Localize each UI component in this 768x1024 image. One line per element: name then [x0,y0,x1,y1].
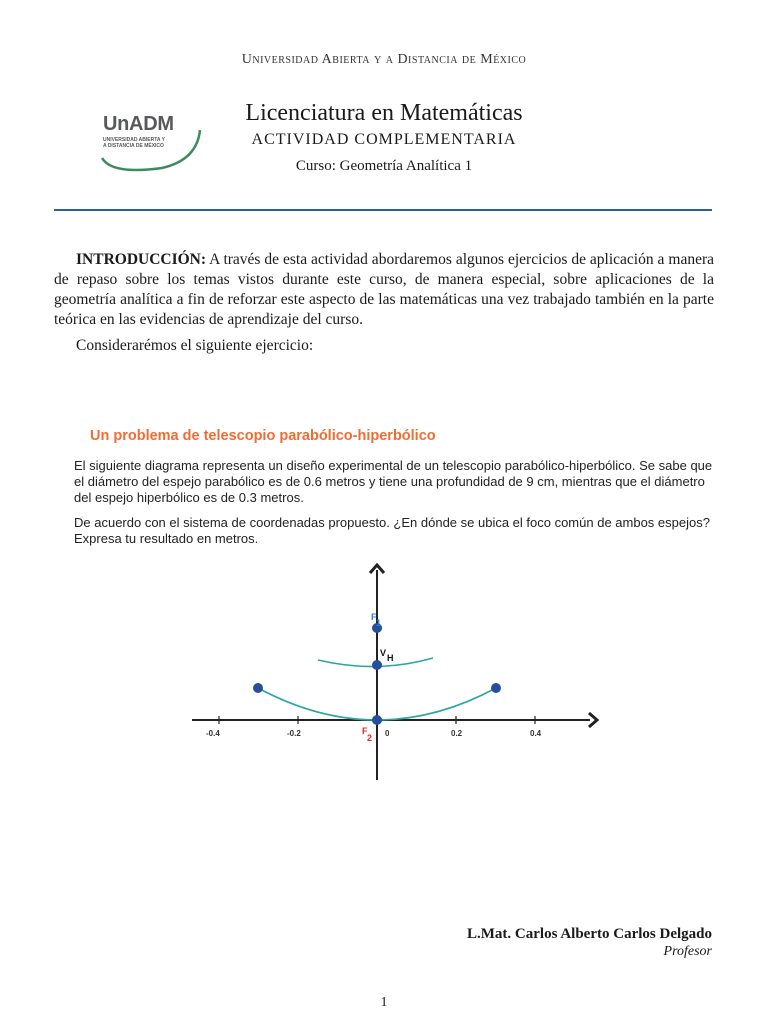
logo-wordmark: UnADM [103,113,174,135]
intro-text: A través de esta actividad abordaremos algunos ejercicios de aplicación a manera de repaso sobre los temas vistos durante este curso, de manera especial, sobre aplicaciones de la geometría analítica a fin de reforzar este aspecto de las matemáticas una vez trabajado también en la parte teórica en las evidencias de aprendizaje del curso. [54,251,714,328]
consider-text: Considerarémos el siguiente ejercicio: [76,337,314,354]
problem-question: De acuerdo con el sistema de coordenadas propuesto. ¿En dónde se ubica el foco común de ambos espejos? Expresa tu resultado en metros. [74,515,710,546]
logo-subtitle-1: UNIVERSIDAD ABIERTA Y [103,137,165,143]
parabola-left-endpoint [253,683,263,693]
f1-label: F [371,612,377,622]
focus-f2-point [372,715,382,725]
signature-name: L.Mat. Carlos Alberto Carlos Delgado [467,926,712,942]
tick-label-04: 0.4 [530,729,542,738]
vh-label-sub: H [387,653,394,663]
f2-label: F [362,726,368,736]
tick-label-neg02: -0.2 [287,729,301,738]
problem-title: Un problema de telescopio parabólico-hiperbólico [90,428,436,444]
intro-lead: INTRODUCCIÓN: [76,251,207,268]
parabola-right-endpoint [491,683,501,693]
tick-label-0: 0 [385,729,390,738]
course-name: Curso: Geometría Analítica 1 [295,158,473,174]
page-number: 1 [380,995,388,1010]
university-name: Universidad Abierta y a Distancia de México [241,52,527,67]
telescope-diagram [0,555,768,795]
tick-label-02: 0.2 [451,729,463,738]
header-divider [54,209,712,211]
activity-title: ACTIVIDAD COMPLEMENTARIA [251,131,517,148]
degree-title: Licenciatura en Matemáticas [245,100,523,126]
f1-label-sub: 1 [376,618,382,628]
introduction-paragraph [54,250,714,330]
vh-label: V [380,648,387,658]
problem-statement: El siguiente diagrama representa un diseño experimental de un telescopio parabólico-hiperbólico. Se sabe que el diámetro del espejo parabólico es de 0.6 metros y tiene una profundidad de 9 cm, mientras que el diámetro del espejo hiperbólico es de 0.3 metros. [74,458,713,505]
signature-role: Profesor [663,944,712,959]
tick-label-neg04: -0.4 [206,729,220,738]
logo-subtitle-2: A DISTANCIA DE MÉXICO [103,143,164,149]
f2-label-sub: 2 [367,733,373,743]
vertex-vh-point [372,660,382,670]
x-axis-arrow [589,713,597,727]
